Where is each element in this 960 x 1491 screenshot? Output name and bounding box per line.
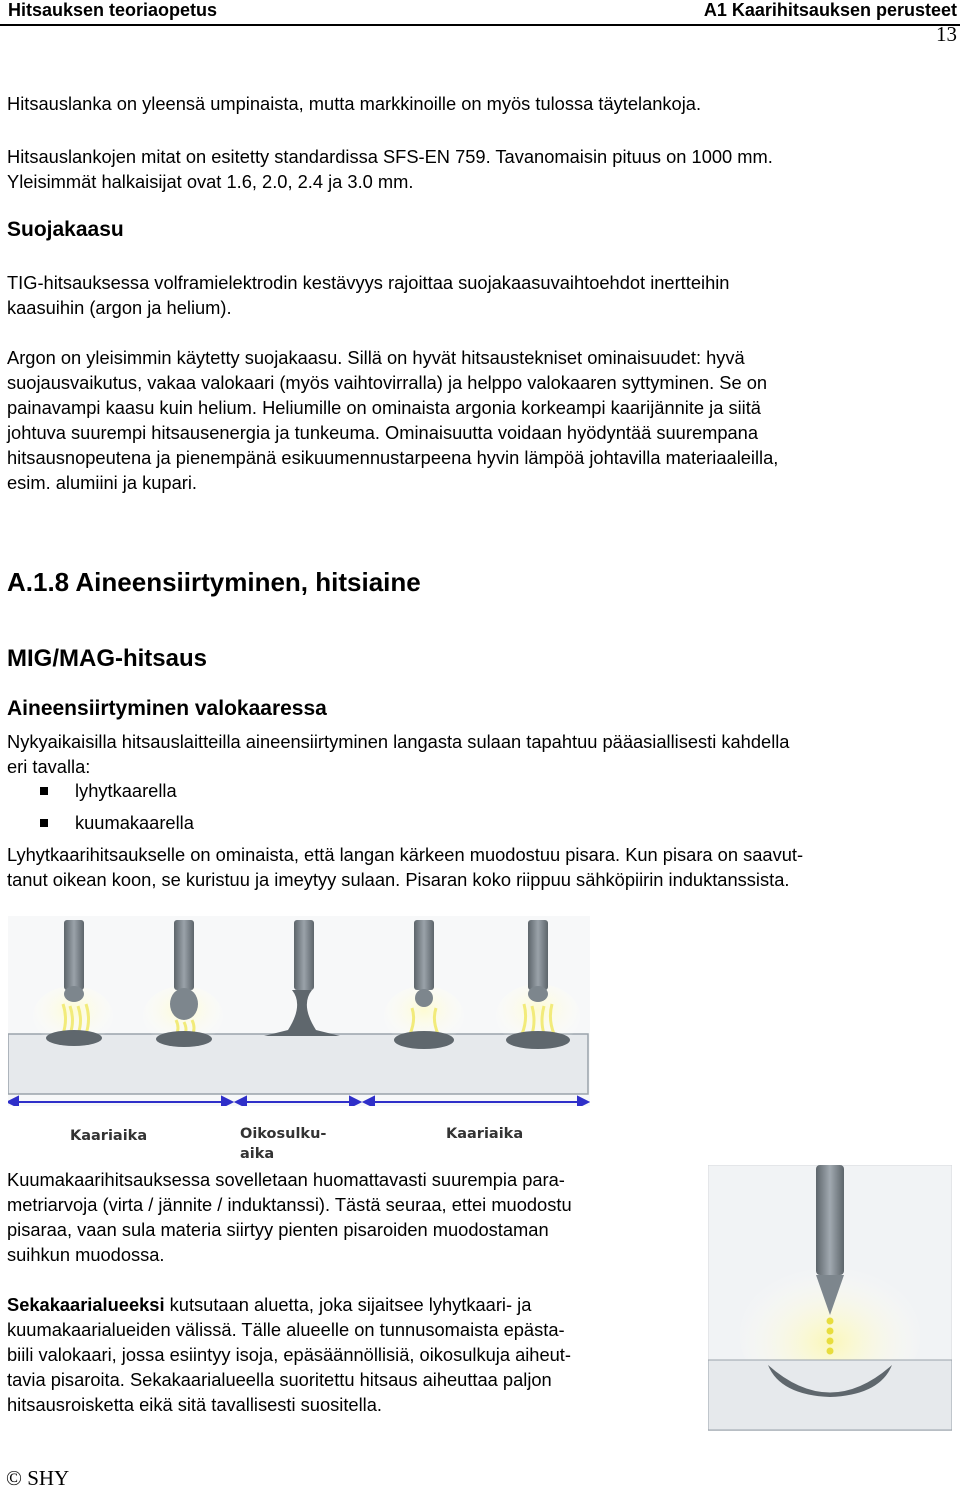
paragraph-transfer-line-1: Nykyaikaisilla hitsauslaitteilla aineensiirtyminen langasta sulaan tapahtuu pääasiallisesti kahdella bbox=[7, 731, 790, 752]
paragraph-mixed-arc-line-4: tavia pisaroita. Sekakaarialueella suoritettu hitsaus aiheuttaa paljon bbox=[7, 1369, 552, 1390]
paragraph-argon-line-2: suojausvaikutus, vakaa valokaari (myös vaihtovirralla) ja helppo valokaaren syttyminen. Se on bbox=[7, 372, 768, 393]
header-chapter-title: A1 Kaarihitsauksen perusteet bbox=[703, 0, 957, 20]
label-short-circuit-time-line-2: aika bbox=[240, 1146, 275, 1162]
paragraph-argon-line-4: johtuva suurempi hitsausenergia ja tunkeuma. Ominaisuutta voidaan hyödyntää suurempana bbox=[7, 422, 759, 443]
label-arc-time-right: Kaariaika bbox=[446, 1126, 524, 1142]
paragraph-argon-line-6: esim. alumiini ja kupari. bbox=[7, 472, 197, 493]
list-item bbox=[40, 812, 194, 834]
short-arc-illustration bbox=[8, 916, 590, 1106]
spray-arc-illustration bbox=[708, 1165, 952, 1431]
bullet-square-icon bbox=[40, 787, 48, 795]
page-header bbox=[0, 0, 960, 46]
paragraph-hot-arc-line-2: metriarvoja (virta / jännite / induktanssi). Tästä seuraa, ettei muodostu bbox=[7, 1194, 572, 1215]
paragraph-mixed-arc-line-3: biili valokaari, jossa esiintyy isoja, epäsäännöllisiä, oikosulkuja aiheut- bbox=[7, 1344, 571, 1365]
paragraph-hot-arc-line-1: Kuumakaarihitsauksessa sovelletaan huomattavasti suurempia para- bbox=[7, 1169, 565, 1190]
paragraph-mixed-arc-line-1 bbox=[7, 1293, 697, 1318]
paragraph-argon-line-1: Argon on yleisimmin käytetty suojakaasu. Sillä on hyvät hitsaustekniset ominaisuudet: hyvä bbox=[7, 347, 745, 368]
paragraph-hot-arc-line-3: pisaraa, vaan sula materia siirtyy pienten pisaroiden muodostaman bbox=[7, 1219, 549, 1240]
paragraph-dimensions-line-2: Yleisimmät halkaisijat ovat 1.6, 2.0, 2.4 ja 3.0 mm. bbox=[7, 171, 414, 192]
list-item-label: lyhytkaarella bbox=[75, 780, 177, 801]
label-short-circuit-time-line-1: Oikosulku- bbox=[240, 1126, 327, 1142]
heading-aineensiirtyminen: Aineensiirtyminen valokaaressa bbox=[7, 697, 327, 720]
page-number: 13 bbox=[936, 22, 957, 46]
paragraph-mixed-arc-line-5: hitsausroisketta eikä sitä tavallisesti suositella. bbox=[7, 1394, 382, 1415]
paragraph-argon-line-5: hitsausnopeutena ja pienempänä esikuumennustarpeena hyvin lämpöä johtavilla materiaaleilla, bbox=[7, 447, 779, 468]
bullet-square-icon bbox=[40, 819, 48, 827]
paragraph-hitsauslanka: Hitsauslanka on yleensä umpinaista, mutta markkinoille on myös tulossa täytelankoja. bbox=[7, 93, 702, 114]
paragraph-short-arc-line-1: Lyhytkaarihitsaukselle on ominaista, että langan kärkeen muodostuu pisara. Kun pisara on saavut- bbox=[7, 844, 804, 865]
heading-suojakaasu: Suojakaasu bbox=[7, 218, 124, 241]
list-item bbox=[40, 780, 177, 802]
list-item-label: kuumakaarella bbox=[75, 812, 194, 833]
header-rule bbox=[0, 24, 960, 26]
heading-mig-mag: MIG/MAG-hitsaus bbox=[7, 645, 208, 672]
term-sekakaarialue: Sekakaarialueeksi bbox=[7, 1294, 165, 1315]
paragraph-transfer-line-2: eri tavalla: bbox=[7, 756, 91, 777]
paragraph-mixed-arc-line-1-rest: kutsutaan aluetta, joka sijaitsee lyhytkaari- ja bbox=[164, 1294, 532, 1315]
footer-copyright: © SHY bbox=[6, 1466, 70, 1490]
short-arc-figure bbox=[8, 916, 590, 1162]
paragraph-argon-line-3: painavampi kaasu kuin helium. Heliumille on ominaista argonia korkeampi kaarijännite ja siitä bbox=[7, 397, 761, 418]
wire-electrode bbox=[816, 1165, 844, 1275]
paragraph-mixed-arc-line-2: kuumakaarialueiden välissä. Tälle alueelle on tunnusomaista epästa- bbox=[7, 1319, 565, 1340]
section-heading: A.1.8 Aineensiirtyminen, hitsiaine bbox=[7, 567, 421, 597]
paragraph-tig-line-1: TIG-hitsauksessa volframielektrodin kestävyys rajoittaa suojakaasuvaihtoehdot inertteihin bbox=[7, 272, 730, 293]
label-arc-time-left: Kaariaika bbox=[70, 1128, 148, 1144]
paragraph-short-arc-line-2: tanut oikean koon, se kuristuu ja imeytyy sulaan. Pisaran koko riippuu sähköpiirin induktanssista. bbox=[7, 869, 790, 890]
header-document-title: Hitsauksen teoriaopetus bbox=[8, 0, 218, 20]
paragraph-tig-line-2: kaasuihin (argon ja helium). bbox=[7, 297, 232, 318]
paragraph-dimensions-line-1: Hitsauslankojen mitat on esitetty standardissa SFS-EN 759. Tavanomaisin pituus on 1000 mm. bbox=[7, 146, 773, 167]
paragraph-hot-arc-line-4: suihkun muodossa. bbox=[7, 1244, 165, 1265]
spray-arc-figure bbox=[708, 1165, 952, 1431]
